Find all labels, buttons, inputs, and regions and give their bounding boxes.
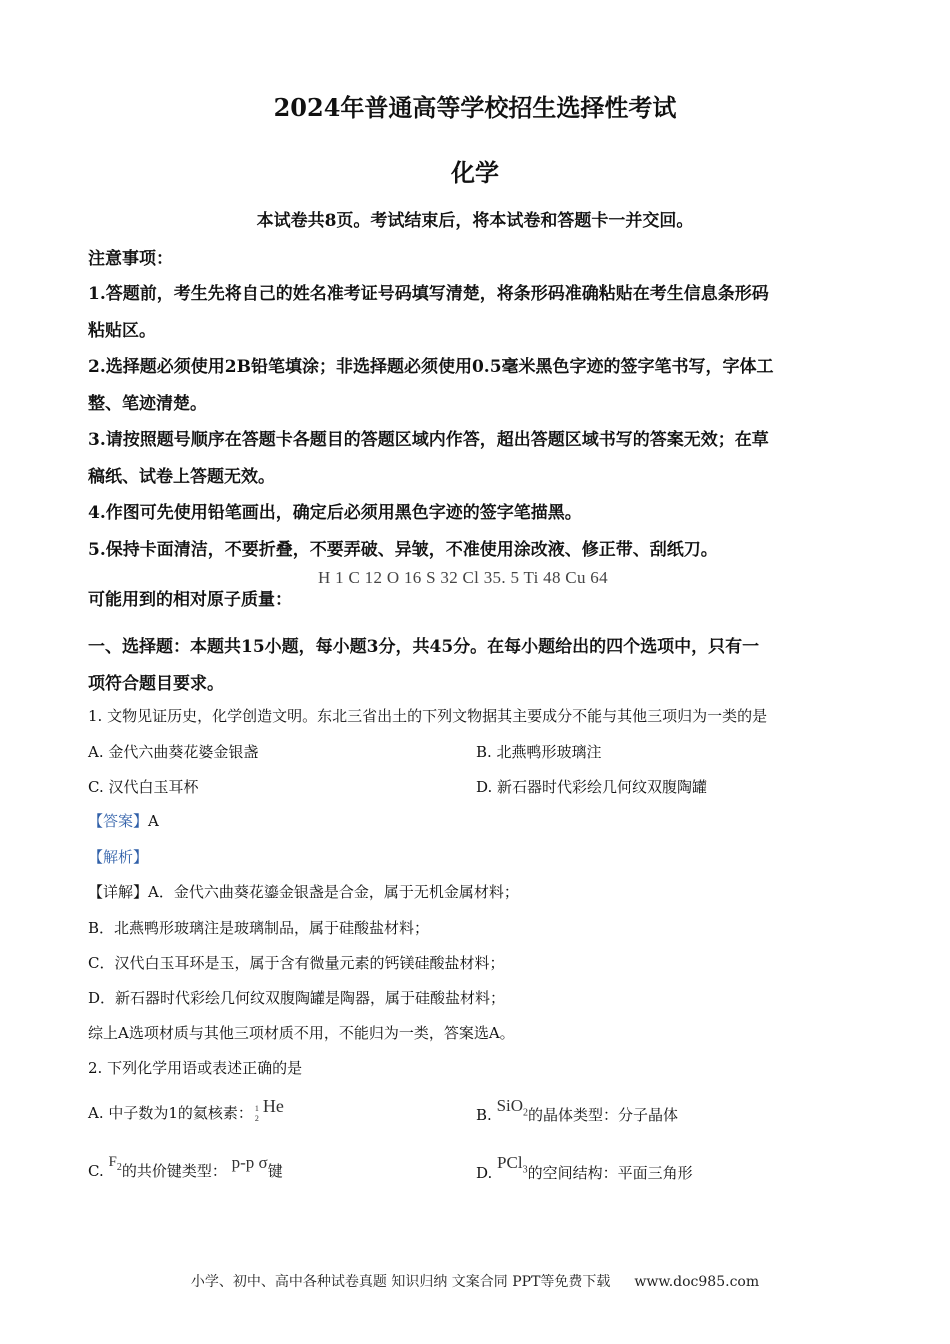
detail-tag: 【详解】 — [88, 883, 149, 901]
question-2-stem: 2. 下列化学用语或表述正确的是 — [88, 1059, 303, 1077]
question-1-detail-b: B．北燕鸭形玻璃注是玻璃制品，属于硅酸盐材料； — [88, 919, 430, 937]
question-1-option-d: D. 新石器时代彩绘几何纹双腹陶罐 — [476, 778, 708, 796]
section-heading-line1: 一、选择题：本题共15小题，每小题3分，共45分。在每小题给出的四个选项中，只有一 — [88, 637, 760, 657]
notice-item-2a: 2.选择题必须使用2B铅笔填涂；非选择题必须使用0.5毫米黑色字迹的签字笔书写，字体工 — [88, 357, 774, 377]
pcl3-base: PCl — [497, 1153, 523, 1172]
exam-title: 2024年普通高等学校招生选择性考试 — [273, 93, 677, 122]
option-b-text: 的晶体类型：分子晶体 — [528, 1106, 679, 1124]
option-d-letter: D. — [476, 1164, 493, 1182]
footer-url: www.doc985.com — [634, 1274, 760, 1290]
page-footer — [0, 1271, 950, 1291]
notice-item-4: 4.作图可先使用铅笔画出，确定后必须用黑色字迹的签字笔描黑。 — [88, 503, 582, 523]
atomic-mass-label: 可能用到的相对原子质量： — [88, 590, 292, 610]
question-1-analysis-tag — [88, 846, 148, 867]
analysis-tag: 【解析】 — [88, 848, 149, 866]
section-heading-line2: 项符合题目要求。 — [88, 674, 224, 694]
subject-title: 化学 — [451, 158, 499, 187]
notice-heading: 注意事项： — [88, 249, 173, 269]
notice-item-3b: 稿纸、试卷上答题无效。 — [88, 467, 275, 487]
notice-item-2b: 整、笔迹清楚。 — [88, 394, 207, 414]
f2-formula — [108, 1154, 122, 1173]
question-1-option-a: A. 金代六曲葵花婆金银盏 — [88, 743, 259, 761]
helium-isotope-symbol — [253, 1104, 263, 1124]
option-c-text: 的共价键类型： — [121, 1162, 227, 1180]
option-c-suffix: 键 — [267, 1162, 283, 1180]
question-2-option-a — [88, 1096, 284, 1124]
notice-item-1b: 粘贴区。 — [88, 321, 156, 341]
pcl3-subscript: 3 — [522, 1164, 528, 1176]
footer-text: 小学、初中、高中各种试卷真题 知识归纳 文案合同 PPT等免费下载 — [190, 1274, 611, 1290]
detail-a-text: A．金代六曲葵花鎏金银盏是合金，属于无机金属材料； — [148, 883, 519, 901]
exam-intro: 本试卷共8页。考试结束后，将本试卷和答题卡一并交回。 — [256, 211, 694, 231]
option-c-letter: C. — [88, 1162, 104, 1180]
question-1-detail-c: C．汉代白玉耳环是玉，属于含有微量元素的钙镁硅酸盐材料； — [88, 954, 505, 972]
isotope-atomic-number: 2 — [254, 1114, 259, 1123]
question-2-option-c — [88, 1153, 283, 1181]
question-1-summary: 综上A选项材质与其他三项材质不用，不能归为一类，答案选A。 — [88, 1024, 515, 1042]
p-p-sigma-bond: p-p σ — [231, 1153, 268, 1172]
question-1-option-b: B. 北燕鸭形玻璃注 — [476, 743, 602, 761]
option-b-letter: B. — [476, 1106, 492, 1124]
sio2-formula — [496, 1096, 529, 1119]
f2-base: F — [108, 1154, 117, 1170]
sio2-base: SiO — [496, 1096, 524, 1115]
answer-tag: 【答案】 — [88, 812, 149, 830]
question-2-option-d — [476, 1153, 693, 1183]
option-a-text: A. 中子数为1的氦核素： — [88, 1104, 253, 1122]
question-1-stem: 1. 文物见证历史，化学创造文明。东北三省出土的下列文物据其主要成分不能与其他三项归为一类的是 — [88, 707, 768, 725]
notice-item-1a: 1.答题前，考生先将自己的姓名准考证号码填写清楚，将条形码准确粘贴在考生信息条形码 — [88, 284, 769, 304]
atomic-masses: H 1 C 12 O 16 S 32 Cl 35. 5 Ti 48 Cu 64 — [318, 568, 608, 587]
sio2-subscript: 2 — [523, 1107, 529, 1119]
isotope-mass-number: 1 — [254, 1104, 259, 1113]
pcl3-formula — [497, 1153, 528, 1176]
question-2-option-b — [476, 1096, 678, 1125]
f2-subscript: 2 — [116, 1162, 122, 1173]
notice-item-5: 5.保持卡面清洁，不要折叠，不要弄破、异皱，不准使用涂改液、修正带、刮纸刀。 — [88, 540, 718, 560]
helium-symbol: He — [262, 1096, 284, 1116]
option-d-text: 的空间结构：平面三角形 — [527, 1164, 693, 1182]
question-1-detail-a — [88, 881, 519, 902]
notice-item-3a: 3.请按照题号顺序在答题卡各题目的答题区域内作答，超出答题区域书写的答案无效；在草 — [88, 430, 769, 450]
question-1-answer — [88, 810, 159, 831]
question-1-option-c: C. 汉代白玉耳杯 — [88, 778, 199, 796]
question-1-detail-d: D．新石器时代彩绘几何纹双腹陶罐是陶器，属于硅酸盐材料； — [88, 989, 506, 1007]
answer-value: A — [148, 812, 159, 830]
